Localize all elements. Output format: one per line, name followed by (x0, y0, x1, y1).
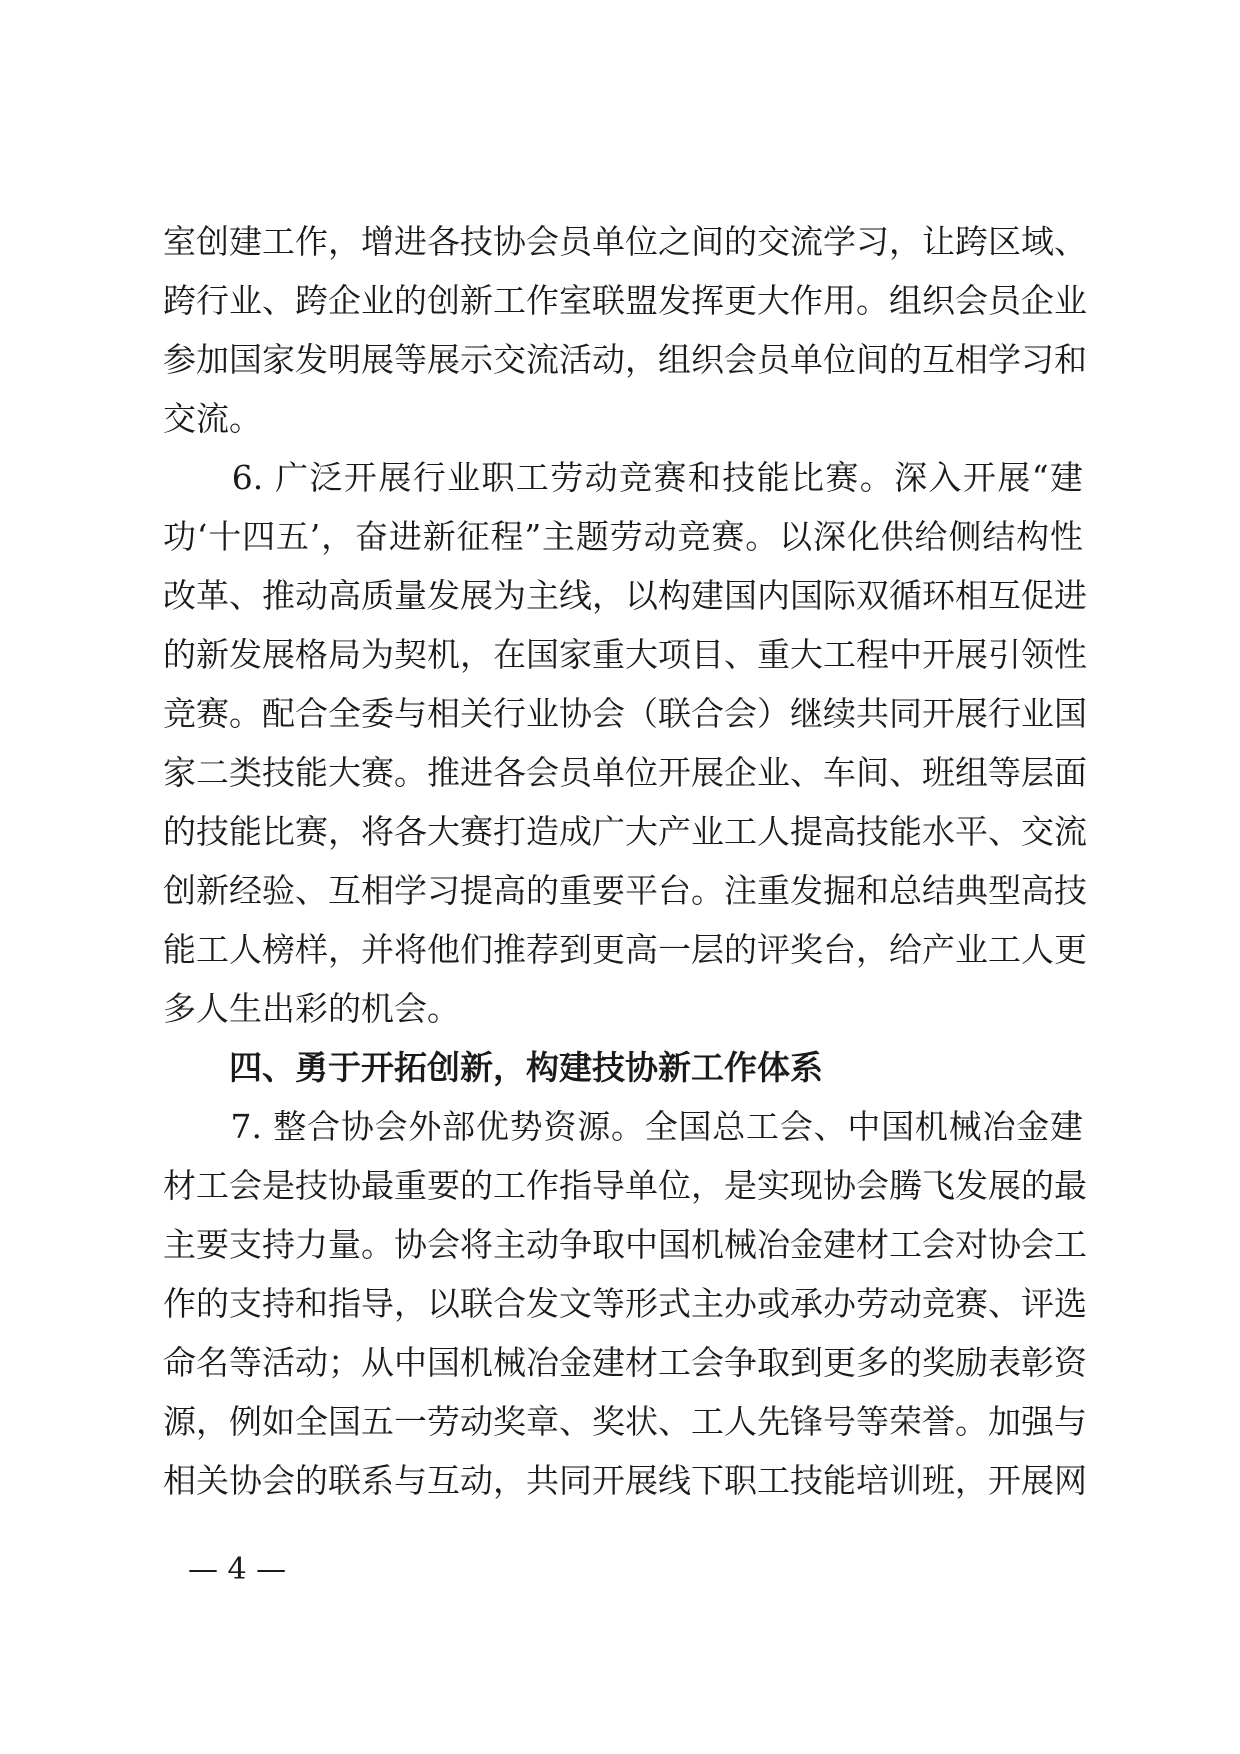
page-number: — 4 — (188, 1552, 287, 1587)
text-line: 室创建工作，增进各技协会员单位之间的交流学习，让跨区域、 (163, 222, 1087, 261)
text-line: 作的支持和指导，以联合发文等形式主办或承办劳动竞赛、评选 (163, 1284, 1087, 1323)
text-line: 竞赛。配合全委与相关行业协会（联合会）继续共同开展行业国 (163, 694, 1087, 733)
text-line: 创新经验、互相学习提高的重要平台。注重发掘和总结典型高技 (163, 871, 1087, 910)
text-line: 命名等活动；从中国机械冶金建材工会争取到更多的奖励表彰资 (163, 1343, 1087, 1382)
body-text (163, 212, 1087, 1510)
text-line: 的新发展格局为契机，在国家重大项目、重大工程中开展引领性 (163, 635, 1087, 674)
text-line: 能工人榜样，并将他们推荐到更高一层的评奖台，给产业工人更 (163, 930, 1087, 969)
text-line: 相关协会的联系与互动，共同开展线下职工技能培训班，开展网 (163, 1461, 1087, 1500)
text-line: 功‘十四五’，奋进新征程”主题劳动竞赛。以深化供给侧结构性 (163, 517, 1083, 556)
text-line: 家二类技能大赛。推进各会员单位开展企业、车间、班组等层面 (163, 753, 1087, 792)
text-line: 源，例如全国五一劳动奖章、奖状、工人先锋号等荣誉。加强与 (163, 1402, 1087, 1441)
text-line: 的技能比赛，将各大赛打造成广大产业工人提高技能水平、交流 (163, 812, 1087, 851)
text-line: 主要支持力量。协会将主动争取中国机械冶金建材工会对协会工 (163, 1225, 1087, 1264)
text-line: 6. 广泛开展行业职工劳动竞赛和技能比赛。深入开展“建 (163, 458, 1083, 497)
section-heading: 四、勇于开拓创新，构建技协新工作体系 (163, 1048, 823, 1087)
text-line: 7. 整合协会外部优势资源。全国总工会、中国机械冶金建 (163, 1107, 1083, 1146)
text-line: 跨行业、跨企业的创新工作室联盟发挥更大作用。组织会员企业 (163, 281, 1087, 320)
text-line: 参加国家发明展等展示交流活动，组织会员单位间的互相学习和 (163, 340, 1087, 379)
text-line: 多人生出彩的机会。 (163, 989, 460, 1028)
text-line: 交流。 (163, 399, 262, 438)
text-line: 材工会是技协最重要的工作指导单位，是实现协会腾飞发展的最 (163, 1166, 1087, 1205)
text-line: 改革、推动高质量发展为主线，以构建国内国际双循环相互促进 (163, 576, 1087, 615)
